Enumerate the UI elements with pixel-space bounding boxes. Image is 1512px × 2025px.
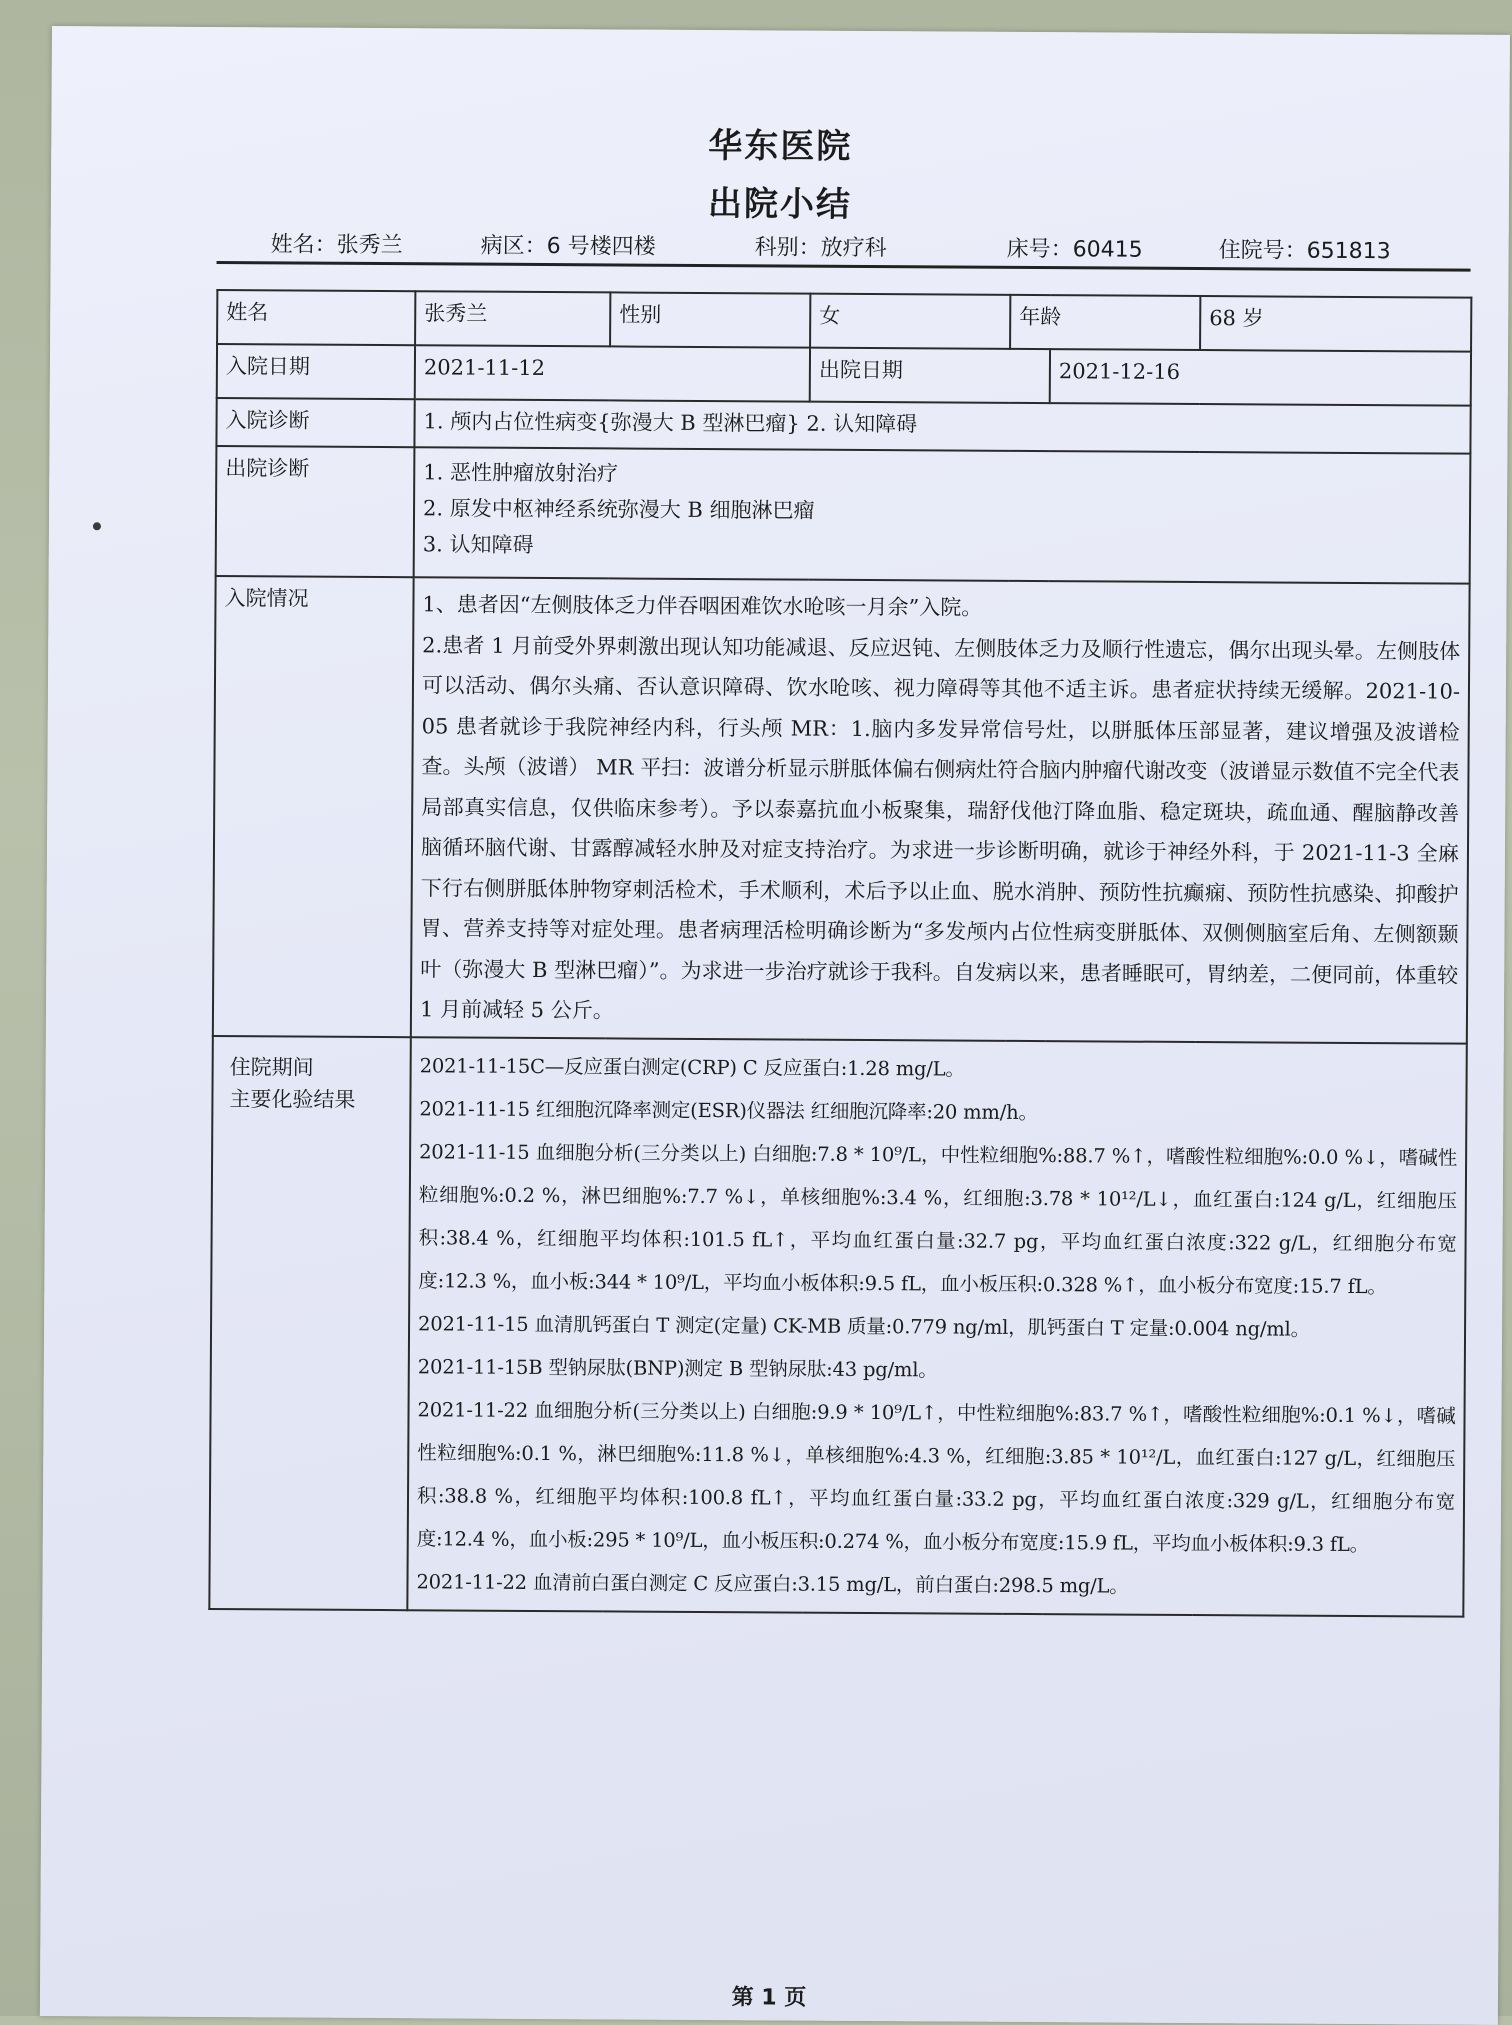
sex-label: 性别 bbox=[610, 292, 810, 347]
labs-content bbox=[407, 1037, 1466, 1616]
name-value: 张秀兰 bbox=[415, 291, 610, 346]
row-admit-dx bbox=[216, 398, 1470, 454]
labs-label bbox=[209, 1036, 410, 1610]
summary-table bbox=[208, 289, 1472, 1617]
admission-label: 入院情况 bbox=[213, 576, 414, 1037]
labs-label-line-2: 主要化验结果 bbox=[229, 1086, 356, 1112]
discharge-date-label: 出院日期 bbox=[810, 348, 1050, 403]
header-name: 姓名：张秀兰 bbox=[270, 232, 403, 259]
row-lab-results bbox=[209, 1036, 1466, 1617]
name-label: 姓名 bbox=[217, 290, 415, 345]
row-discharge-dx bbox=[216, 446, 1471, 584]
row-dates bbox=[217, 344, 1471, 406]
document-title: 出院小结 bbox=[707, 184, 853, 225]
header-bed: 床号：60415 bbox=[1006, 236, 1143, 263]
discharge-dx-label: 出院诊断 bbox=[216, 446, 415, 577]
labs-label-line-1: 住院期间 bbox=[229, 1054, 314, 1080]
row-basic bbox=[217, 290, 1471, 352]
admission-para-1: 1、患者因“左侧肢体乏力伴吞咽困难饮水呛咳一月余”入院。 bbox=[422, 592, 983, 620]
punch-hole bbox=[93, 522, 101, 530]
sex-value: 女 bbox=[810, 294, 1010, 349]
discharge-dx-item: 1. 恶性肿瘤放射治疗 bbox=[423, 460, 619, 486]
discharge-date-value: 2021-12-16 bbox=[1050, 349, 1471, 406]
admission-content bbox=[411, 577, 1470, 1043]
hospital-name: 华东医院 bbox=[708, 126, 853, 167]
discharge-dx-item: 3. 认知障碍 bbox=[422, 532, 534, 557]
row-admission-condition bbox=[213, 576, 1470, 1043]
age-value: 68 岁 bbox=[1200, 296, 1471, 352]
discharge-summary-page bbox=[40, 26, 1510, 2025]
lab-item: 2021-11-15C—反应蛋白测定(CRP) C 反应蛋白:1.28 mg/L。 bbox=[419, 1053, 965, 1081]
lab-item: 2021-11-15 血细胞分析(三分类以上) 白细胞:7.8 * 10⁹/L，中性粒细胞%:88.7 %↑，嗜酸性粒细胞%:0.0 %↓，嗜碱性粒细胞%:0.2 %，淋巴细胞%:7.7 %↓，单核细胞%:3.4 %，红细胞:3.78 * 10¹²/L↓，血红蛋白:124 g/L，红细胞压积:38.4 %，红细胞平均体积:101.5 fL↑，平均血红蛋白量:32.7 pg，平均血红蛋白浓度:322 g/L，红细胞分布宽度:12.3 %，血小板:344 * 10⁹/L，平均血小板体积:9.5 fL，血小板压积:0.328 %↑，血小板分布宽度:15.7 fL。 bbox=[418, 1139, 1458, 1298]
lab-item: 2021-11-15 血清肌钙蛋白 T 测定(定量) CK-MB 质量:0.779 ng/ml，肌钙蛋白 T 定量:0.004 ng/ml。 bbox=[418, 1311, 1311, 1341]
header-ward: 病区：6 号楼四楼 bbox=[480, 233, 656, 260]
patient-info-line bbox=[217, 221, 1471, 272]
admission-para-2: 2.患者 1 月前受外界刺激出现认知功能减退、反应迟钝、左侧肢体乏力及顺行性遗忘，偶尔出现头晕。左侧肢体可以活动、偶尔头痛、否认意识障碍、饮水呛咳、视力障碍等其他不适主诉。患者症状持续无缓解。2021-10-05 患者就诊于我院神经内科，行头颅 MR：1.脑内多发异常信号灶，以胼胝体压部显著，建议增强及波谱检查。头颅（波谱） MR 平扫：波谱分析显示胼胝体偏右侧病灶符合脑内肿瘤代谢改变（波谱显示数值不完全代表局部真实信息，仅供临床参考）。予以泰嘉抗血小板聚集，瑞舒伐他汀降血脂、稳定斑块，疏血通、醒脑静改善脑循环脑代谢、甘露醇减轻水肿及对症支持治疗。为求进一步诊断明确，就诊于神经外科，于 2021-11-3 全麻下行右侧胼胝体肿物穿刺活检术，手术顺利，术后予以止血、脱水消肿、预防性抗癫痫、预防性抗感染、抑酸护胃、营养支持等对症处理。患者病理活检明确诊断为“多发颅内占位性病变胼胝体、双侧侧脑室后角、左侧额颞叶（弥漫大 B 型淋巴瘤）”。为求进一步治疗就诊于我科。自发病以来，患者睡眠可，胃纳差，二便同前，体重较 1 月前减轻 5 公斤。 bbox=[419, 632, 1461, 1023]
admit-date-value: 2021-11-12 bbox=[415, 345, 810, 401]
lab-item: 2021-11-15B 型钠尿肽(BNP)测定 B 型钠尿肽:43 pg/ml。 bbox=[417, 1354, 938, 1381]
header-department: 科别：放疗科 bbox=[754, 235, 887, 262]
lab-item: 2021-11-15 红细胞沉降率测定(ESR)仪器法 红细胞沉降率:20 mm/h。 bbox=[419, 1096, 1038, 1124]
page-number: 第 1 页 bbox=[731, 1985, 807, 2011]
admit-date-label: 入院日期 bbox=[217, 344, 415, 399]
lab-item: 2021-11-22 血清前白蛋白测定 C 反应蛋白:3.15 mg/L，前白蛋白:298.5 mg/L。 bbox=[416, 1569, 1129, 1598]
header-admission-no: 住院号：651813 bbox=[1218, 238, 1391, 265]
age-label: 年龄 bbox=[1010, 295, 1200, 350]
admit-dx-value: 1. 颅内占位性病变{弥漫大 B 型淋巴瘤} 2. 认知障碍 bbox=[414, 399, 1470, 453]
lab-item: 2021-11-22 血细胞分析(三分类以上) 白细胞:9.9 * 10⁹/L↑，中性粒细胞%:83.7 %↑，嗜酸性粒细胞%:0.1 %↓，嗜碱性粒细胞%:0.1 %，淋巴细胞%:11.8 %↓，单核细胞%:4.3 %，红细胞:3.85 * 10¹²/L，血红蛋白:127 g/L，红细胞压积:38.8 %，红细胞平均体积:100.8 fL↑，平均血红蛋白量:33.2 pg，平均血红蛋白浓度:329 g/L，红细胞分布宽度:12.4 %，血小板:295 * 10⁹/L，血小板压积:0.274 %，血小板分布宽度:15.9 fL，平均血小板体积:9.3 fL。 bbox=[416, 1397, 1456, 1556]
admit-dx-label: 入院诊断 bbox=[216, 398, 414, 447]
discharge-dx-list bbox=[414, 447, 1471, 583]
discharge-dx-item: 2. 原发中枢神经系统弥漫大 B 细胞淋巴瘤 bbox=[422, 496, 815, 523]
